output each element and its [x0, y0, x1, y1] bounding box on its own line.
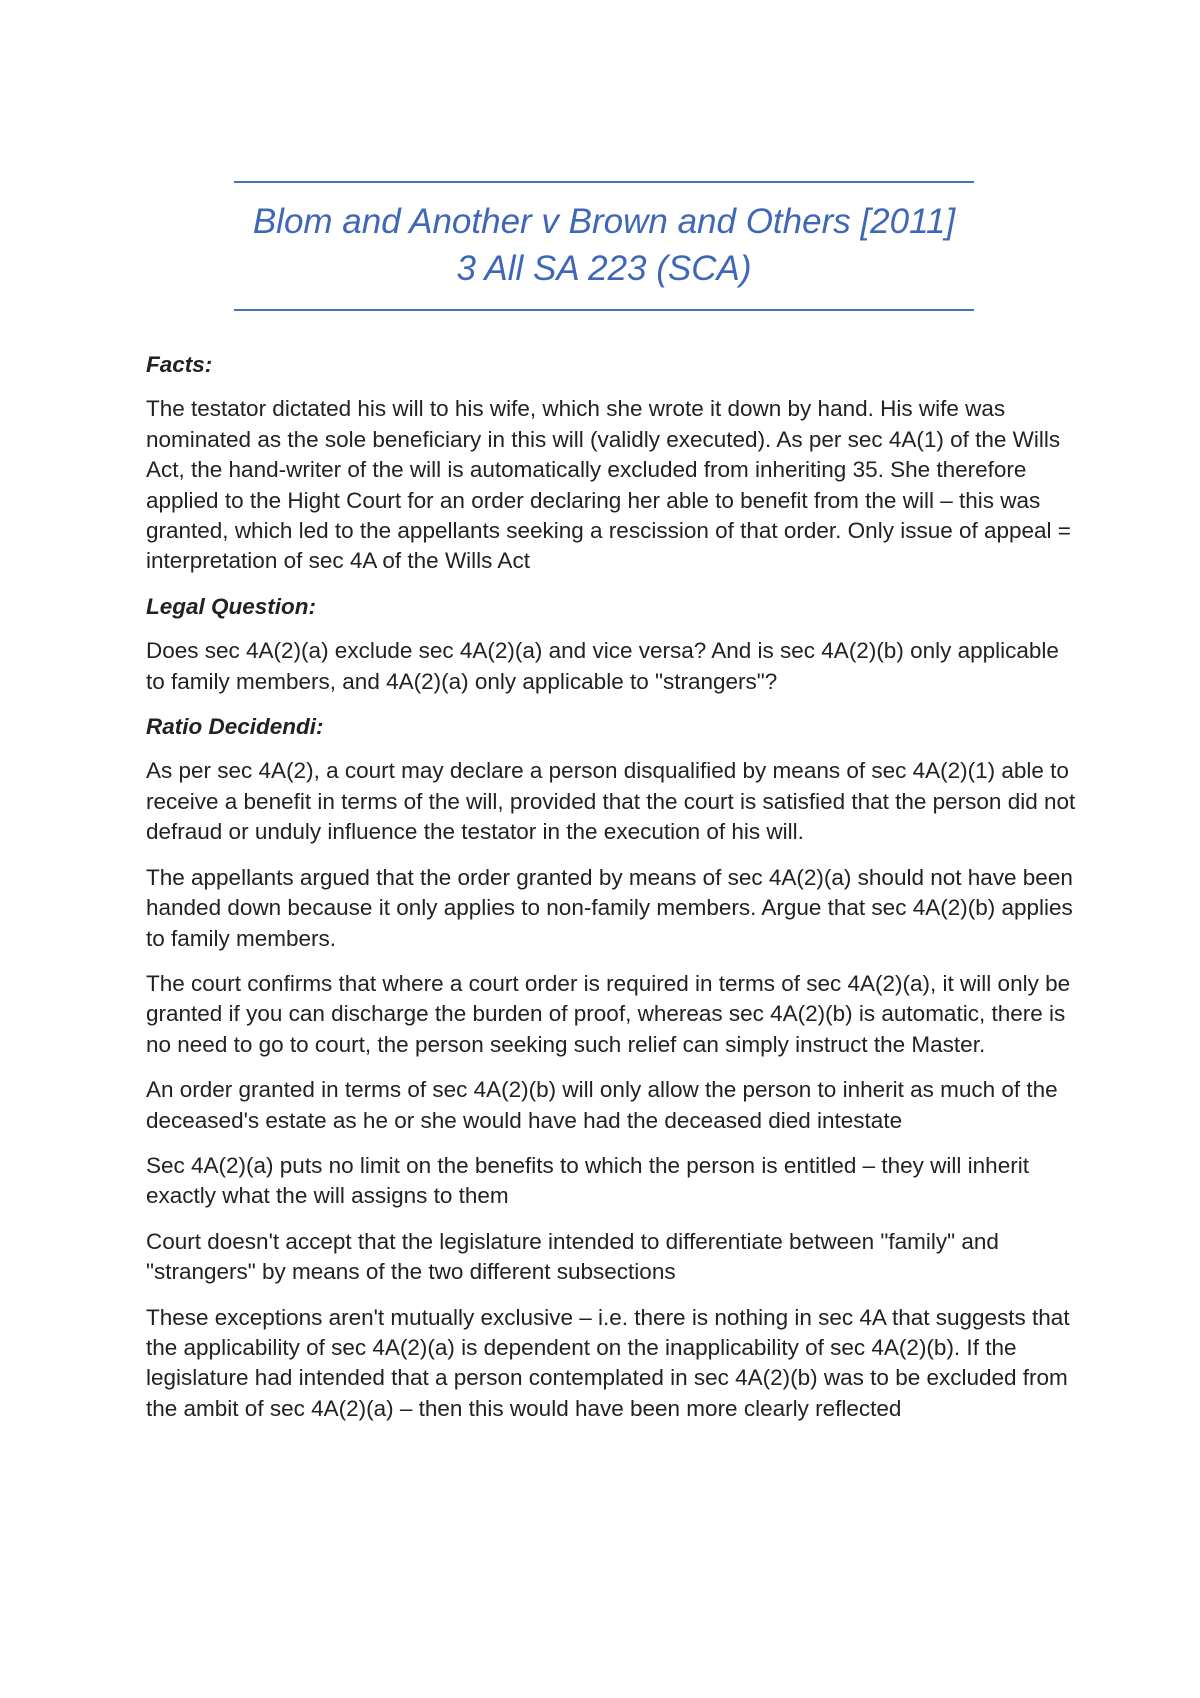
- ratio-paragraph: The court confirms that where a court order is required in terms of sec 4A(2)(a), it will only be granted if you can discharge the burden of proof, whereas sec 4A(2)(b) is automatic, there is no need to go to court, the person seeking such relief can simply instruct the Master.: [146, 970, 1071, 1057]
- legal-question-paragraph: Does sec 4A(2)(a) exclude sec 4A(2)(a) and vice versa? And is sec 4A(2)(b) only applicable to family members, and 4A(2)(a) only applicable to "strangers"?: [146, 638, 1059, 694]
- ratio-paragraph: Sec 4A(2)(a) puts no limit on the benefits to which the person is entitled – they will inherit exactly what the will assigns to them: [146, 1152, 1029, 1209]
- title-bottom-rule: [234, 309, 974, 311]
- case-title-line-1: Blom and Another v Brown and Others [2011]: [252, 202, 956, 241]
- case-content: [146, 350, 1076, 1439]
- ratio-paragraph: The appellants argued that the order granted by means of sec 4A(2)(a) should not have been handed down because it only applies to non-family members. Argue that sec 4A(2)(b) applies to family members.: [146, 864, 1073, 951]
- case-title-line-2: 3 All SA 223 (SCA): [456, 249, 752, 288]
- facts-paragraph: The testator dictated his will to his wife, which she wrote it down by hand. His wife was nominated as the sole beneficiary in this will (validly executed). As per sec 4A(1) of the Wills Act, the hand-writer of the will is automatically excluded from inheriting 35. She therefore applied to the Hight Court for an order declaring her able to benefit from the will – this was granted, which led to the appellants seeking a rescission of that order. Only issue of appeal = interpretation of sec 4A of the Wills Act: [146, 396, 1071, 574]
- case-title: [234, 198, 974, 292]
- ratio-section: [146, 712, 1076, 1424]
- ratio-paragraph: These exceptions aren't mutually exclusive – i.e. there is nothing in sec 4A that suggests that the applicability of sec 4A(2)(a) is dependent on the inapplicability of sec 4A(2)(b). If the legislature had intended that a person contemplated in sec 4A(2)(b) was to be excluded from the ambit of sec 4A(2)(a) – then this would have been more clearly reflected: [146, 1304, 1070, 1421]
- facts-section: [146, 350, 1076, 577]
- title-top-rule: [234, 181, 974, 183]
- ratio-paragraph: As per sec 4A(2), a court may declare a person disqualified by means of sec 4A(2)(1) able to receive a benefit in terms of the will, provided that the court is satisfied that the person did not defraud or unduly influence the testator in the execution of his will.: [146, 758, 1076, 845]
- legal-question-heading: Legal Question:: [146, 593, 317, 619]
- ratio-heading: Ratio Decidendi:: [146, 714, 324, 740]
- facts-heading: Facts:: [146, 352, 213, 377]
- legal-question-section: [146, 592, 1076, 697]
- ratio-paragraph: Court doesn't accept that the legislature intended to differentiate between "family" and "strangers" by means of the two different subsections: [146, 1228, 999, 1285]
- ratio-paragraph: An order granted in terms of sec 4A(2)(b) will only allow the person to inherit as much of the deceased's estate as he or she would have had the deceased died intestate: [146, 1077, 1058, 1133]
